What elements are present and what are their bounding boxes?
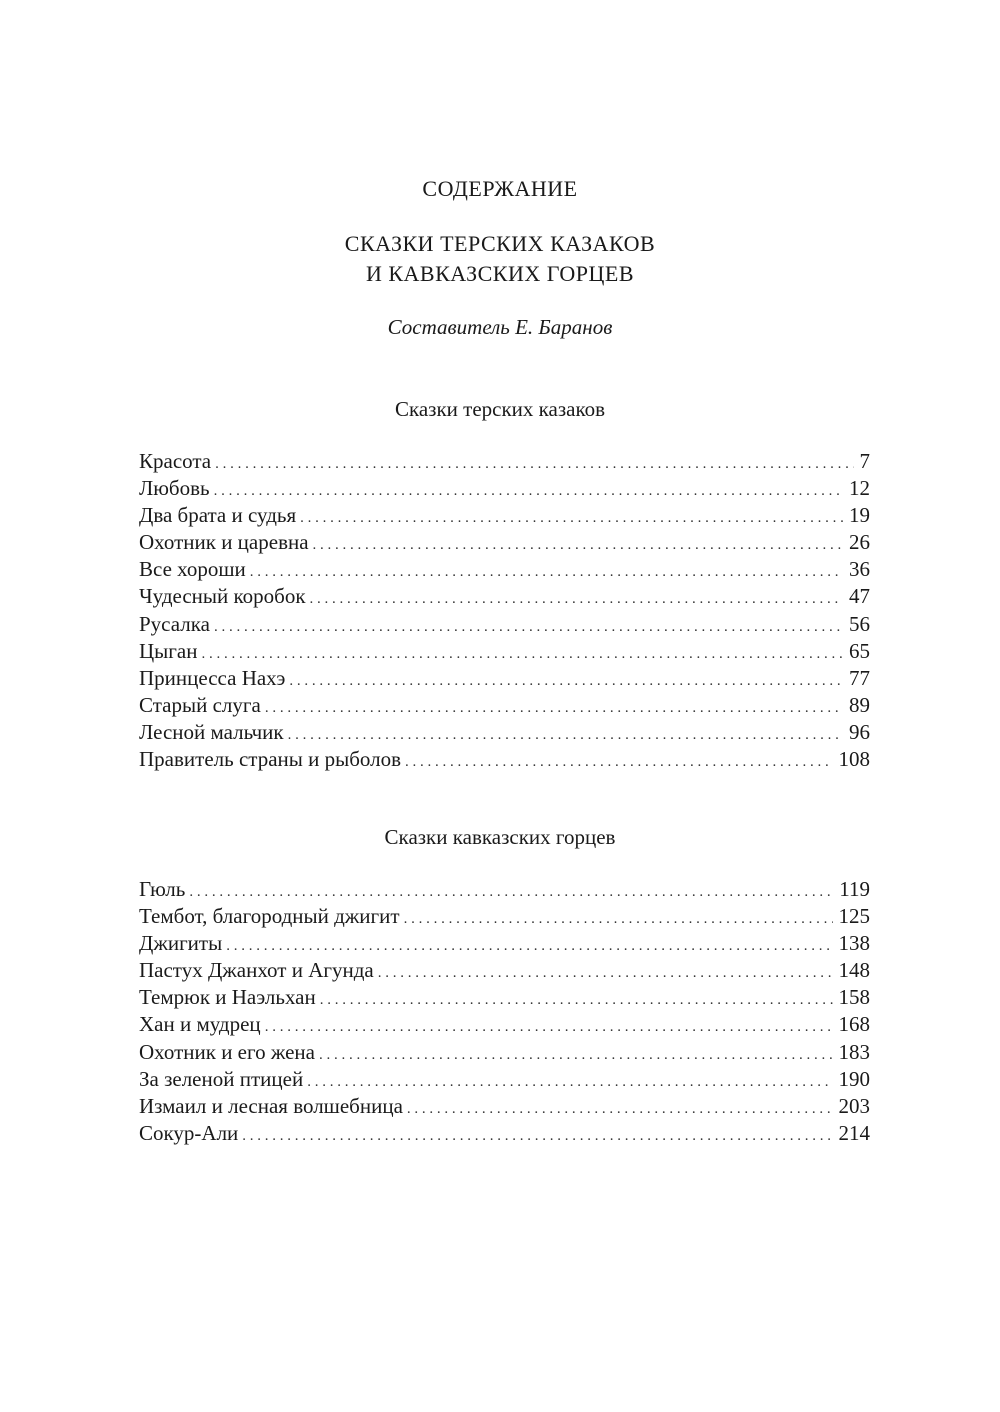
toc-entry-title: Цыган bbox=[139, 638, 198, 663]
toc-entry-page: 89 bbox=[849, 692, 870, 717]
toc-entry-title: Чудесный коробок bbox=[139, 584, 306, 609]
dot-leader bbox=[250, 559, 843, 586]
toc-entry[interactable] bbox=[139, 638, 870, 665]
toc-entry-page: 19 bbox=[849, 503, 870, 528]
toc-entry[interactable] bbox=[139, 1011, 870, 1038]
compiler-credit: Составитель Е. Баранов bbox=[387, 315, 613, 339]
toc-entry-page: 77 bbox=[849, 665, 870, 690]
dot-leader bbox=[404, 906, 833, 933]
toc-entry-title: Сокур-Али bbox=[139, 1120, 239, 1145]
toc-entry[interactable] bbox=[139, 665, 870, 692]
dot-leader bbox=[189, 879, 833, 906]
toc-entry[interactable] bbox=[139, 502, 870, 529]
toc-entry-page: 56 bbox=[849, 611, 870, 636]
toc-entry-page: 36 bbox=[849, 557, 870, 582]
toc-entry[interactable] bbox=[139, 746, 870, 773]
dot-leader bbox=[378, 960, 833, 987]
toc-entry-title: Правитель страны и рыболов bbox=[139, 747, 402, 772]
toc-entry-title: Гюль bbox=[139, 877, 186, 901]
toc-entry-page: 168 bbox=[838, 1012, 870, 1037]
toc-entry-title: За зеленой птицей bbox=[139, 1066, 304, 1091]
dot-leader bbox=[242, 1123, 832, 1150]
toc-entry-page: 214 bbox=[838, 1120, 870, 1145]
dot-leader bbox=[300, 505, 843, 532]
toc-entry[interactable] bbox=[139, 930, 870, 957]
toc-entry-page: 12 bbox=[849, 476, 870, 501]
toc-entry-title: Любовь bbox=[139, 476, 210, 501]
toc-entry-title: Лесной мальчик bbox=[139, 719, 284, 744]
toc-entry-page: 148 bbox=[838, 958, 870, 983]
toc-entry-page: 7 bbox=[859, 449, 870, 473]
toc-entry[interactable] bbox=[139, 583, 870, 610]
toc-entry[interactable] bbox=[139, 475, 870, 502]
toc-entry-title: Все хороши bbox=[139, 557, 246, 582]
dot-leader bbox=[307, 1069, 832, 1096]
dot-leader bbox=[289, 668, 843, 695]
dot-leader bbox=[265, 695, 843, 722]
toc-entry-title: Красота bbox=[139, 449, 212, 473]
toc-entry-title: Охотник и царевна bbox=[139, 530, 309, 555]
dot-leader bbox=[265, 1014, 833, 1041]
toc-entry-page: 190 bbox=[838, 1066, 870, 1091]
contents-title: СОДЕРЖАНИЕ bbox=[422, 176, 578, 201]
toc-entry-page: 96 bbox=[849, 719, 870, 744]
toc-entry[interactable] bbox=[139, 611, 870, 638]
toc-entry[interactable] bbox=[139, 448, 870, 475]
toc-list bbox=[139, 876, 870, 1147]
toc-entry[interactable] bbox=[139, 556, 870, 583]
toc-entry-title: Охотник и его жена bbox=[139, 1039, 315, 1064]
toc-entry-page: 125 bbox=[838, 904, 870, 929]
book-title-line: СКАЗКИ ТЕРСКИХ КАЗАКОВ bbox=[344, 231, 656, 256]
dot-leader bbox=[201, 641, 843, 668]
toc-entry-title: Джигиты bbox=[139, 931, 223, 956]
toc-entry-title: Пастух Джанхот и Агунда bbox=[139, 958, 374, 983]
dot-leader bbox=[310, 586, 843, 613]
dot-leader bbox=[215, 451, 853, 478]
toc-entry-page: 26 bbox=[849, 530, 870, 555]
toc-entry-page: 108 bbox=[838, 747, 870, 772]
toc-entry-title: Измаил и лесная волшебница bbox=[139, 1093, 403, 1118]
toc-entry-title: Два брата и судья bbox=[139, 503, 297, 528]
toc-entry-page: 158 bbox=[838, 985, 870, 1010]
toc-entry[interactable] bbox=[139, 984, 870, 1011]
toc-entry-title: Русалка bbox=[139, 611, 210, 636]
toc-entry-page: 183 bbox=[838, 1039, 870, 1064]
dot-leader bbox=[288, 722, 843, 749]
toc-entry-page: 138 bbox=[838, 931, 870, 956]
toc-entry-title: Старый слуга bbox=[139, 692, 261, 717]
dot-leader bbox=[319, 1042, 833, 1069]
section-title: Сказки терских казаков bbox=[394, 397, 606, 421]
toc-entry[interactable] bbox=[139, 1066, 870, 1093]
dot-leader bbox=[214, 478, 843, 505]
toc-entry[interactable] bbox=[139, 719, 870, 746]
dot-leader bbox=[313, 532, 843, 559]
toc-entry[interactable] bbox=[139, 957, 870, 984]
toc-entry-title: Темрюк и Наэльхан bbox=[139, 985, 316, 1010]
book-title bbox=[0, 229, 1000, 289]
dot-leader bbox=[320, 987, 833, 1014]
toc-entry-title: Хан и мудрец bbox=[139, 1012, 261, 1037]
toc-entry-page: 65 bbox=[849, 638, 870, 663]
book-title-line: И КАВКАЗСКИХ ГОРЦЕВ bbox=[365, 261, 635, 286]
toc-entry[interactable] bbox=[139, 1039, 870, 1066]
toc-entry[interactable] bbox=[139, 1093, 870, 1120]
toc-entry[interactable] bbox=[139, 692, 870, 719]
dot-leader bbox=[407, 1096, 833, 1123]
toc-entry[interactable] bbox=[139, 903, 870, 930]
toc-entry[interactable] bbox=[139, 1120, 870, 1147]
toc-entry[interactable] bbox=[139, 529, 870, 556]
toc-entry-page: 203 bbox=[838, 1093, 870, 1118]
dot-leader bbox=[226, 933, 832, 960]
toc-entry-title: Тембот, благородный джигит bbox=[139, 904, 400, 929]
toc-entry[interactable] bbox=[139, 876, 870, 903]
toc-entry-page: 119 bbox=[839, 877, 870, 901]
dot-leader bbox=[214, 614, 843, 641]
section-title: Сказки кавказских горцев bbox=[384, 825, 616, 849]
toc-entry-title: Принцесса Нахэ bbox=[139, 665, 286, 690]
toc-entry-page: 47 bbox=[849, 584, 870, 609]
dot-leader bbox=[405, 749, 832, 776]
toc-list bbox=[139, 448, 870, 773]
